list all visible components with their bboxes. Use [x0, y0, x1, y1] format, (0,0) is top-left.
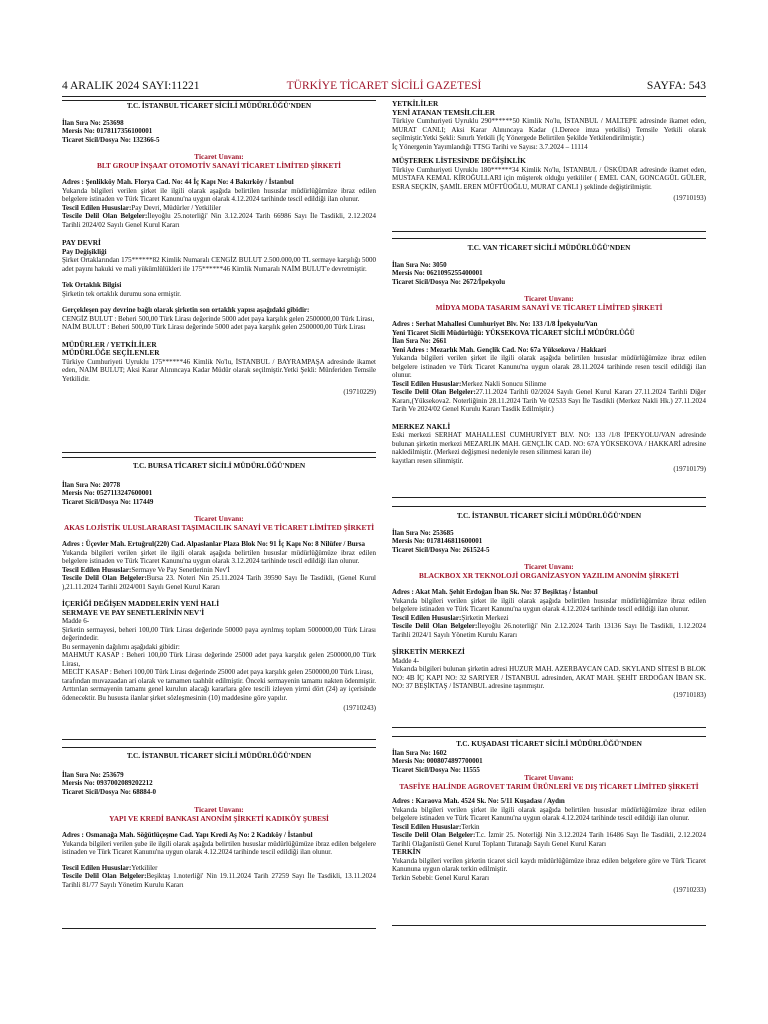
- notice-ref: (19710193): [673, 194, 706, 202]
- new-registry: Yeni Ticaret Sicili Müdürlüğü: YÜKSEKOVA TİCARET SİCİLİ MÜDÜRLÜĞÜ: [392, 328, 635, 337]
- heading-ortaklik-yapisi: Gerçekleşen pay devrine bağlı olarak şirketin son ortaklık yapısı aşağıdaki gibidir:: [62, 306, 310, 314]
- notice-body: Yukarıda bilgileri verilen şirket ile ilgili olarak aşağıda belirtilen hususlar müdürlüğümüze ibraz edilen belgelere istinaden ve Türk Ticaret Kanunu'na uygun olarak 28.11.2024 tarihinde resen tescil edildiği ilan olunur.: [392, 354, 706, 379]
- ilan-no: İlan Sıra No: 3050: [392, 260, 447, 269]
- right-column: [392, 100, 706, 926]
- pay-devri-text: Şirket Ortaklarından 175******82 Kimlik Numaralı CENGİZ BULUT 2.500.000,00 TL sermaye karşılığı 5000 adet payını hakuki ve mali yükümlülükleri ile 175******46 Kimlik Numaralı NAİM BULUT'e devretmiştir.: [62, 256, 376, 273]
- notice-agrovet: [392, 736, 706, 926]
- terkin-sebebi: Terkin Sebebi: Genel Kurul Kararı: [392, 873, 490, 882]
- company-name: BLACKBOX XR TEKNOLOJİ ORGANİZASYON YAZILIM ANONİM ŞİRKETİ: [418, 570, 680, 580]
- tescil-hususlar: Yetkililer: [131, 863, 158, 872]
- tescil-belgeler-label: Tescile Delil Olan Belgeler:: [62, 212, 148, 220]
- gazette-title: TÜRKİYE TİCARET SİCİLİ GAZETESİ: [286, 80, 482, 92]
- heading-tek-ortaklik: Tek Ortaklık Bilgisi: [62, 281, 122, 289]
- ilan-no: İlan Sıra No: 253685: [392, 528, 454, 537]
- madde-no: Madde 6-: [62, 617, 90, 625]
- left-column: [62, 100, 376, 929]
- page-header: [62, 80, 706, 94]
- registry-title: T.C. BURSA TİCARET SİCİLİ MÜDÜRLÜĞÜ'NDEN: [132, 461, 306, 470]
- unvan-label: Ticaret Unvanı:: [194, 805, 244, 814]
- issue-date: 4 ARALIK 2024 SAYI:11221: [62, 80, 200, 92]
- heading-sermaye: SERMAYE VE PAY SENETLERİNİN NEV'İ: [62, 607, 205, 617]
- mersis-no: Mersis No: 0178117356100001: [62, 127, 153, 135]
- notice-akas-lojistik: [62, 457, 376, 740]
- tescil-belgeler: T.c. İzmir 25. Noterliği Nin 3.12.2024 Tarih 16486 Sayı İle Tasdikli, 2.12.2024 Tarihli Olağanüstü Genel Kurul Toplantı Tutanağı Sayılı Genel Kurul Kararı: [392, 831, 706, 848]
- heading-mudurluge-secilenler: MÜDÜRLÜĞE SEÇİLENLER: [62, 348, 160, 357]
- ilan-no: İlan Sıra No: 1602: [392, 748, 447, 757]
- tescil-hususlar-label: Tescil Edilen Hususlar:: [392, 822, 462, 831]
- notice-body: Yukarıda bilgileri verilen şube ile ilgili olarak aşağıda belirtilen hususlar müdürlüğümüze ibraz edilen belgelere istinaden ve Türk Ticaret Kanunu'na uygun olarak 4.12.2024 tarihinde tescil edildiği ilan olunur.: [62, 839, 376, 856]
- notice-body: Yukarıda bilgileri verilen şirket ile ilgili olarak aşağıda belirtilen hususlar müdürlüğümüze ibraz edilen belgelere istinaden ve Türk Ticaret Kanunu'na uygun olarak 4.12.2024 tarihinde tescil edildiği ilan olunur.: [392, 596, 706, 613]
- registry-title: T.C. İSTANBUL TİCARET SİCİLİ MÜDÜRLÜĞÜ'NDEN: [126, 751, 312, 760]
- merkez-text-2: kayıtları resen silinmiştir.: [392, 456, 464, 465]
- registry-title: T.C. VAN TİCARET SİCİLİ MÜDÜRLÜĞÜ'NDEN: [467, 243, 631, 252]
- company-address: Adres : Karaova Mah. 4524 Sk. No: 5/11 Kuşadası / Aydın: [392, 797, 565, 805]
- notice-body: Yukarıda bilgileri verilen şirket ile ilgili olarak aşağıda belirtilen hususlar müdürlüğümüze ibraz edilen belgelere istinaden ve Türk Ticaret Kanunu'na uygun olarak 4.12.2024 tarihinde tescil edildiği ilan olunur.: [392, 805, 706, 822]
- sicil-no: Ticaret Sicil/Dosya No: 261524-5: [392, 545, 490, 554]
- notice-blt-group: [62, 100, 376, 453]
- tescil-hususlar: Şirketin Merkezi: [461, 613, 509, 622]
- tescil-hususlar: Merkez Nakli Sonucu Silinme: [461, 379, 547, 388]
- sicil-no: Ticaret Sicil/Dosya No: 68884-0: [62, 787, 157, 796]
- mersis-no: Mersis No: 0178146811600001: [392, 537, 483, 545]
- tescil-belgeler-label: Tescile Delil Olan Belgeler:: [62, 574, 147, 582]
- sicil-no: Ticaret Sicil/Dosya No: 132366-5: [62, 135, 160, 144]
- tescil-hususlar: Terkin: [461, 822, 480, 831]
- mudur-text: Türkiye Cumhuriyeti Uyruklu 175******46 Kimlik No'lu, İSTANBUL / BAYRAMPAŞA adresinde ikamet eden, NAİM BULUT; Aksi Karar Alınıncaya Kadar Müdür olarak seçilmiştir.Yetki Şekli: Münferiden Temsile Yetkilidir.: [62, 357, 376, 383]
- tescil-hususlar: Pay Devri, Müdürler / Yetkililer: [131, 203, 221, 212]
- new-address: Yeni Adres : Mezarlık Mah. Gençlik Cad. No: 67a Yüksekova / Hakkari: [392, 345, 607, 354]
- notice-ref: (19710233): [673, 886, 706, 894]
- heading-sirket-merkezi: ŞİRKETİN MERKEZİ: [392, 647, 465, 656]
- company-name: MİDYA MODA TASARIM SANAYİ VE TİCARET LİMİTED ŞİRKETİ: [435, 302, 663, 312]
- mersis-no: Mersis No: 0937002089202212: [62, 779, 153, 787]
- company-name: AKAS LOJİSTİK ULUSLARARASI TAŞIMACILIK SANAYİ VE TİCARET LİMİTED ŞİRKETİ: [63, 522, 375, 532]
- notice-ref: (19710243): [343, 704, 376, 712]
- musterek-text: Türkiye Cumhuriyeti Uyruklu 180******34 Kimlik No'lu, İSTANBUL / ÜSKÜDAR adresinde ikamet eden, MUSTAFA KEMAL KİROĞULLARI için müşterek olduğu yetkililer ( EMEL CAN, GONCAGÜL GÜLER, ESRA SEÇKİN, ŞAMİL EREN MÜFTÜOĞLU, MURAT CANLI ) şeklinde değiştirilmiştir.: [392, 165, 706, 191]
- registry-title: T.C. İSTANBUL TİCARET SİCİLİ MÜDÜRLÜĞÜ'NDEN: [126, 101, 312, 110]
- notice-continued: [392, 100, 706, 232]
- company-name: BLT GROUP İNŞAAT OTOMOTİV SANAYİ TİCARET LİMİTED ŞİRKETİ: [96, 160, 342, 170]
- heading-yetkililer: YETKİLİLER: [392, 99, 439, 108]
- ic-yonerge-text: İç Yönergenin Yayımlandığı TTSG Tarihi ve Sayısı: 3.7.2024 – 11114: [392, 142, 588, 151]
- unvan-label: Ticaret Unvanı:: [524, 773, 574, 782]
- dagilim-text: Bu sermayenin dağılımı aşağıdaki gibidir:: [62, 642, 180, 651]
- heading-yeni-temsilciler: YENİ ATANAN TEMSİLCİLER: [392, 107, 495, 117]
- ilan-no: İlan Sıra No: 20778: [62, 480, 121, 489]
- new-ilan-no: İlan Sıra No: 2661: [392, 337, 447, 345]
- heading-mudurler: MÜDÜRLER / YETKİLİLER: [62, 339, 157, 349]
- tescil-belgeler-label: Tescile Delil Olan Belgeler:: [392, 622, 478, 630]
- mersis-no: Mersis No: 0621095255400001: [392, 269, 483, 277]
- tek-ortaklik-text: Şirketin tek ortaklık durumu sona ermiştir.: [62, 289, 181, 298]
- ilan-no: İlan Sıra No: 253698: [62, 118, 124, 127]
- company-address: Adres : Serhat Mahallesi Cumhuriyet Blv. No: 133 /1/8 İpekyolu/Van: [392, 320, 598, 328]
- heading-icerik: İÇERİĞİ DEĞİŞEN MADDELERİN YENİ HALİ: [62, 599, 220, 608]
- notice-ref: (19710229): [343, 388, 376, 396]
- tescil-hususlar-label: Tescil Edilen Hususlar:: [62, 203, 132, 212]
- ortak-2: NAİM BULUT : Beheri 500,00 Türk Lirası değerinde 5000 adet paya karşılık gelen 2500000,00 Türk Lirası: [62, 323, 366, 331]
- page-number: SAYFA: 543: [646, 80, 706, 92]
- ilan-no: İlan Sıra No: 253679: [62, 770, 124, 779]
- company-name: TASFİYE HALİNDE AGROVET TARIM ÜRÜNLERİ VE DIŞ TİCARET LİMİTED ŞİRKETİ: [399, 781, 699, 791]
- heading-terkin: TERKİN: [392, 847, 421, 856]
- heading-pay-devri: PAY DEVRİ: [62, 238, 101, 247]
- company-address: Adres : Osmanağa Mah. Söğütlüçeşme Cad. Yapı Kredi Aş No: 2 Kadıköy / İstanbul: [62, 831, 313, 839]
- notice-midya-moda: [392, 238, 706, 498]
- mersis-no: Mersis No: 0527113247600001: [62, 489, 153, 497]
- company-address: Adres : Şenlikköy Mah. Florya Cad. No: 44 İç Kapı No: 4 Bakırköy / İstanbul: [62, 178, 294, 186]
- ortak-1: MAHMUT KASAP : Beheri 100,00 Türk Lirası değerinde 25000 adet paya karşılık gelen 2500000,00 Türk Lirası,: [62, 651, 376, 668]
- notice-ref: (19710183): [673, 690, 706, 699]
- merkez-text: Eski merkezi SERHAT MAHALLESİ CUMHURİYET BLV. NO: 133 /1/8 İPEKYOLU/VAN adresinde bulunan şirketin merkezi MEZARLIK MAH. GENÇLİK CAD. NO: 67A YÜKSEKOVA / HAKKARİ adresine nakledilmiştir. (Merkezi değişmesi nedeniyle resen silinmesi kararı ile): [392, 431, 706, 456]
- sicil-no: Ticaret Sicil/Dosya No: 2672/İpekyolu: [392, 277, 506, 286]
- sicil-no: Ticaret Sicil/Dosya No: 117449: [62, 497, 154, 506]
- tescil-belgeler-label: Tescile Delil Olan Belgeler:: [62, 872, 147, 880]
- terkin-text: Yukarıda bilgileri verilen şirketin ticaret sicil kaydı müdürlüğümüze ibraz edilen belgelere göre ve Türk Ticaret Kanununa uygun olarak terkin edilmiştir.: [392, 856, 706, 873]
- tescil-belgeler-label: Tescile Delil Olan Belgeler:: [392, 831, 476, 839]
- tescil-belgeler-label: Tescile Delil Olan Belgeler:: [392, 388, 476, 396]
- company-address: Adres : Akat Mah. Şehit Erdoğan İban Sk. No: 37 Beşiktaş / İstanbul: [392, 588, 598, 596]
- company-name: YAPI VE KREDİ BANKASI ANONİM ŞİRKETİ KADIKÖY ŞUBESİ: [109, 813, 329, 823]
- registry-title: T.C. KUŞADASI TİCARET SİCİLİ MÜDÜRLÜĞÜ'NDEN: [456, 739, 642, 748]
- tescil-hususlar-label: Tescil Edilen Hususlar:: [62, 863, 132, 872]
- tescil-belgeler: İleyoğlu 26.noterliği' Nin 2.12.2024 Tarih 13136 Sayı İle Tasdikli, 1.12.2024 Tarihli 2024/1 Sayılı Yönetim Kurulu Kararı: [392, 622, 706, 639]
- notice-body: Yukarıda bilgileri verilen şirket ile ilgili olarak aşağıda belirtilen hususlar müdürlüğümüze ibraz edilen belgelere istinaden ve Türk Ticaret Kanunu'na uygun olarak 3.12.2024 tarihinde tescil edildiği ilan olunur.: [62, 548, 376, 565]
- unvan-label: Ticaret Unvanı:: [194, 514, 244, 523]
- mersis-no: Mersis No: 0008074897700001: [392, 757, 483, 765]
- sermaye-text: Şirketin sermayesi, beheri 100,00 Türk Lirası değerinde 50000 paya ayrılmış toplam 5000000,00 Türk Lirası değerindedir.: [62, 625, 376, 642]
- madde-no: Madde 4-: [392, 656, 420, 665]
- ortak-2: MECİT KASAP : Beheri 100,00 Türk Lirası değerinde 25000 adet paya karşılık gelen 2500000,00 Türk Lirası,: [62, 668, 374, 676]
- unvan-label: Ticaret Unvanı:: [524, 562, 574, 571]
- company-address: Adres : Üçevler Mah. Ertuğrul(220) Cad. Alpaslanlar Plaza Blok No: 91 İç Kapı No: 8 Nilüfer / Bursa: [62, 540, 366, 548]
- tescil-hususlar-label: Tescil Edilen Hususlar:: [62, 565, 132, 574]
- ortak-1: CENGİZ BULUT : Beheri 500,00 Türk Lirası değerinde 5000 adet paya karşılık gelen 2500000,00 Türk Lirası,: [62, 314, 375, 323]
- merkez-text: Yukarıda bilgileri bulunan şirketin adresi HUZUR MAH. AZERBAYCAN CAD. SKYLAND SİTESİ B BLOK NO: 4B İÇ KAPI NO: 32 SARIYER / İSTANBUL adresinden, AKAT MAH. ŞEHİT ERDOĞAN İBAN SK. NO: 37 BEŞİKTAŞ / İSTANBUL adresine taşınmıştır.: [392, 665, 706, 690]
- unvan-label: Ticaret Unvanı:: [194, 152, 244, 161]
- heading-musterek: MÜŞTEREK LİSTESİNDE DEĞİŞİKLİK: [392, 156, 526, 165]
- heading-merkez-nakli: MERKEZ NAKLİ: [392, 421, 451, 431]
- tescil-belgeler: İleyoğlu 25.noterliği' Nin 3.12.2024 Tarih 66986 Sayı İle Tasdikli, 2.12.2024 Tarihli 2024/02 Sayılı Genel Kurul Kararı: [62, 212, 376, 229]
- notice-body: Yukarıda bilgileri verilen şirket ile ilgili olarak aşağıda belirtilen hususlar müdürlüğümüze ibraz edilen belgelere istinaden ve Türk Ticaret Kanunu'na uygun olarak 4.12.2024 tarihinde tescil edildiği ilan olunur.: [62, 186, 376, 203]
- notice-yapi-kredi: [62, 747, 376, 929]
- tescil-belgeler: Bursa 23. Noteri Nin 25.11.2024 Tarih 39590 Sayı İle Tasdikli, (Genel Kurul ),21.11.2024 Tarihli 2024/001 Sayılı Genel Kurul Kararı: [62, 574, 377, 591]
- tescil-belgeler: 27.11.2024 Tarihli 02/2024 Sayılı Genel Kurul Kararı 27.11.2024 Tarihli Diğer Kararı,(Yüksekova2. Noterliğinin 28.11.2024 Tarih Ve 02533 Sayı İle Tasdikli (Merkez Nakli Hk.) 27.11.2024 Tarih Ve 2024/02 Genel Kurulu Kararı Tasdik Edilmiştir.): [392, 388, 706, 413]
- notice-ref: (19710179): [673, 465, 706, 473]
- tescil-hususlar-label: Tescil Edilen Hususlar:: [392, 613, 462, 622]
- header-rule: [62, 96, 706, 97]
- tescil-hususlar: Sermaye Ve Pay Senetlerinin Nev'İ: [131, 565, 230, 574]
- tescil-hususlar-label: Tescil Edilen Hususlar:: [392, 379, 462, 388]
- unvan-label: Ticaret Unvanı:: [524, 294, 574, 303]
- taahhut-text: tarafından muvazaadan ari olarak ve tamamen taahhüt edilmiştir. Önceki sermayenin tamamı nakten ödenmiştir. Arttırılan sermayenin tamamı genel kurulun alacağı kararlara göre tescili izleyen yirmi dört (24) ay içerisinde ödenecektir. Bu hususta ilanlar şirket sözleşmesinin (10) maddesine göre yapılır.: [62, 676, 376, 702]
- heading-pay-degisikligi: Pay Değişikliği: [62, 247, 107, 256]
- temsilci-text: Türkiye Cumhuriyeti Uyruklu 290******50 Kimlik No'lu, İSTANBUL / MALTEPE adresinde ikamet eden, MURAT CANLI; Aksi Karar Alınıncaya Kadar (1.Derece imza yetkilisi) Temsile Yetkili olarak seçilmiştir.Yetki Şekli: Sınırlı Yetkili (İç Yönergede Belirtilen Şekilde Yetkilendirilmiştir.): [392, 117, 706, 142]
- sicil-no: Ticaret Sicil/Dosya No: 11555: [392, 765, 480, 774]
- notice-blackbox-xr: [392, 506, 706, 728]
- registry-title: T.C. İSTANBUL TİCARET SİCİLİ MÜDÜRLÜĞÜ'NDEN: [456, 511, 642, 520]
- tescil-belgeler: Beşiktaş 1.noterliği' Nin 19.11.2024 Tarih 27259 Sayı İle Tasdikli, 13.11.2024 Tarihli 81/77 Sayılı Yönetim Kurulu Kararı: [62, 872, 376, 889]
